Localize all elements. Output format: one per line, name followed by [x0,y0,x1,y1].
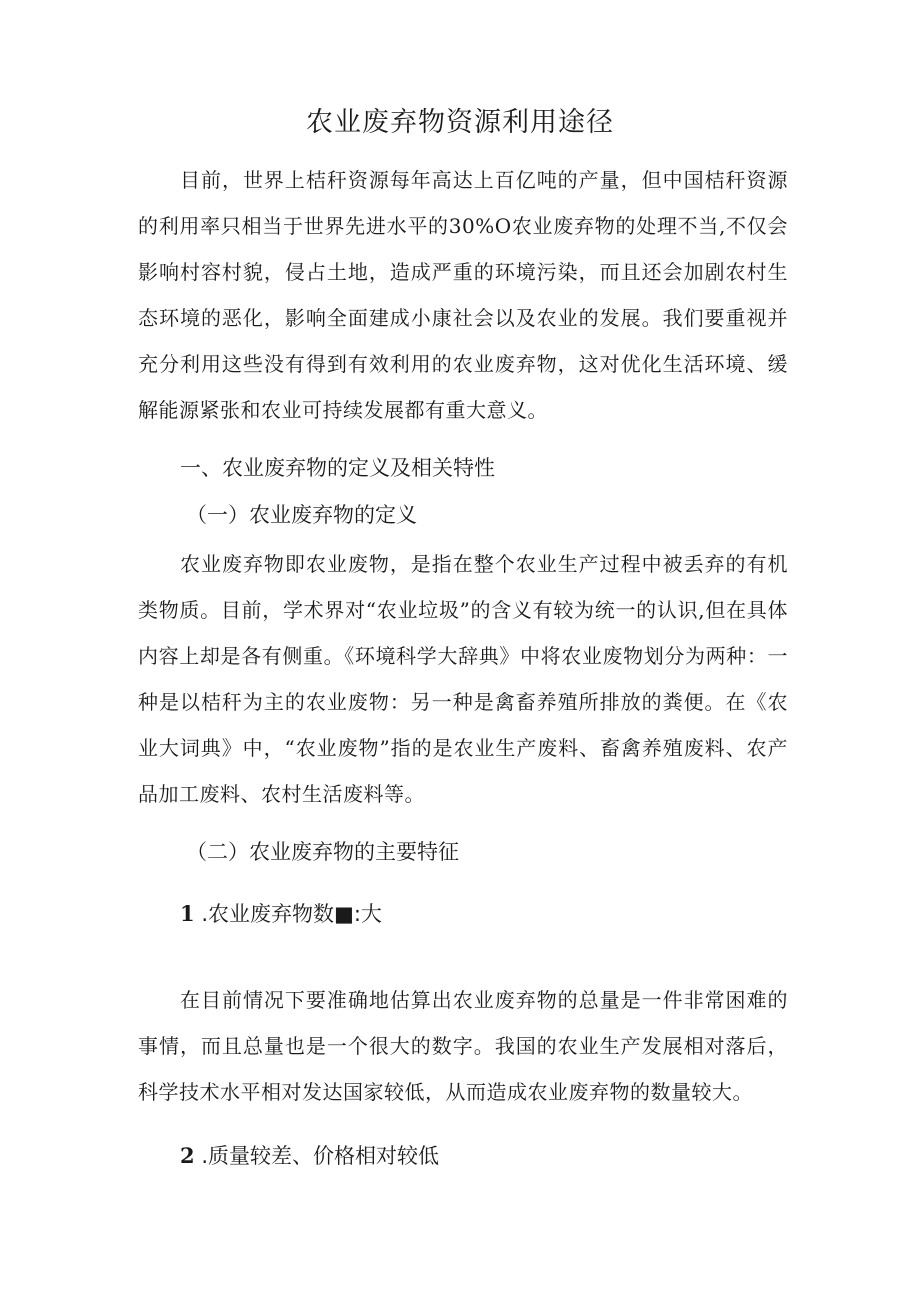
item-heading-2 [180,1140,439,1170]
definition-paragraph: 农业废弃物即农业废物，是指在整个农业生产过程中被丢弃的有机类物质。目前，学术界对“农业垃圾”的含义有较为统一的认识,但在具体内容上却是各有侧重。《环境科学大辞典》中将农业废物划分为两种：一种是以桔秆为主的农业废物：另一种是禽畜养殖所排放的粪便。在《农业大词典》中，“农业废物”指的是农业生产废料、畜禽养殖废料、农产品加工废料、农村生活废料等。 [138,552,788,806]
item-heading-1 [180,898,382,928]
section-heading-1: 一、农业废弃物的定义及相关特性 [180,456,495,480]
quantity-paragraph: 在目前情况下要准确地估算出农业废弃物的总量是一件非常困难的事情，而且总量也是一个很大的数字。我国的农业生产发展相对落后，科学技术水平相对发达国家较低，从而造成农业废弃物的数量较大。 [138,988,788,1104]
subsection-heading-definition: （一）农业废弃物的定义 [186,503,417,527]
intro-paragraph: 目前，世界上桔秆资源每年高达上百亿吨的产量，但中国桔秆资源的利用率只相当于世界先进水平的30%O农业废弃物的处理不当,不仅会影响村容村貌，侵占土地，造成严重的环境污染，而且还会加剧农村生态环境的恶化，影响全面建成小康社会以及农业的发展。我们要重视并充分利用这些没有得到有效利用的农业废弃物，这对优化生活环境、缓解能源紧张和农业可持续发展都有重大意义。 [138,168,788,422]
item-title-2: .质量较差、价格相对较低 [201,1144,439,1168]
item-number-1: 1 [180,901,195,926]
item-number-2: 2 [180,1143,195,1168]
item-title-1: .农业废弃物数■:大 [201,902,382,926]
document-title: 农业废弃物资源利用途径 [306,107,614,138]
subsection-heading-features: （二）农业废弃物的主要特征 [186,840,459,864]
